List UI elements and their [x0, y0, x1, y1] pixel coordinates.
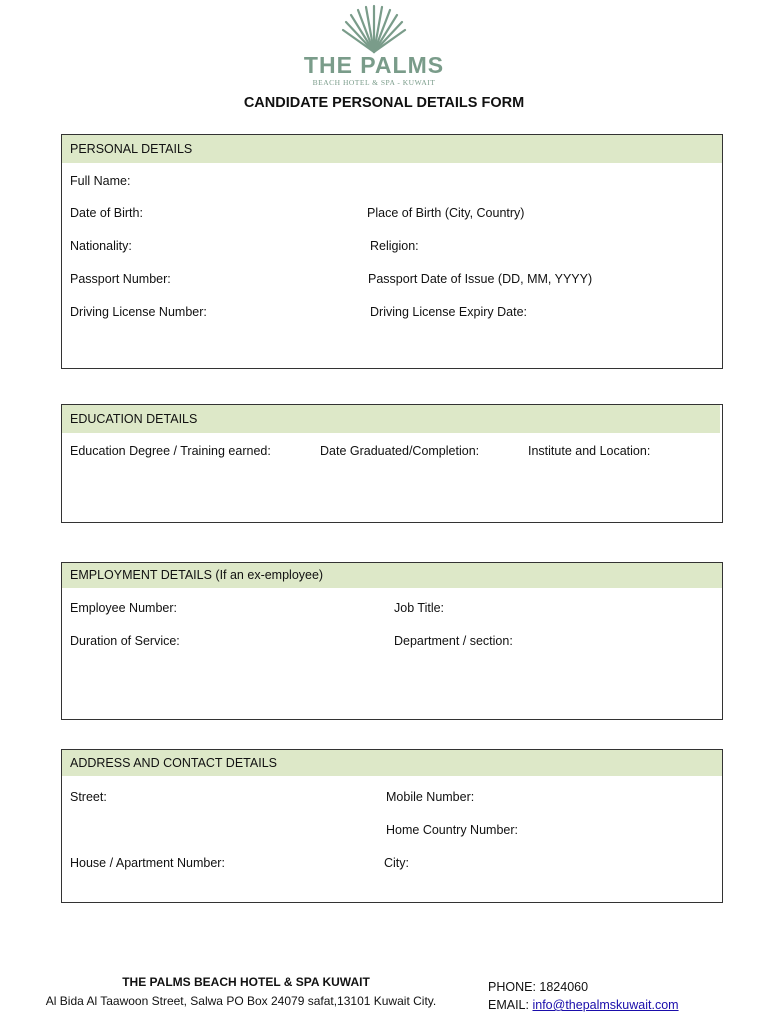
education-degree-label: Education Degree / Training earned: — [70, 444, 271, 458]
street-label: Street: — [70, 790, 107, 804]
home-country-number-label: Home Country Number: — [386, 823, 518, 837]
education-details-header: EDUCATION DETAILS — [62, 405, 720, 433]
mobile-number-label: Mobile Number: — [386, 790, 475, 804]
footer-address: Al Bida Al Taawoon Street, Salwa PO Box 24079 safat,13101 Kuwait City. — [45, 994, 437, 1008]
employment-details-section — [61, 562, 723, 720]
logo-subtitle: BEACH HOTEL & SPA - KUWAIT — [312, 78, 436, 87]
logo-title: THE PALMS — [303, 52, 445, 78]
institute-location-label: Institute and Location: — [528, 444, 651, 458]
address-contact-section — [61, 749, 723, 903]
form-title: CANDIDATE PERSONAL DETAILS FORM — [243, 95, 525, 111]
date-graduated-label: Date Graduated/Completion: — [320, 444, 480, 458]
place-of-birth-label: Place of Birth (City, Country) — [367, 206, 525, 220]
passport-number-label: Passport Number: — [70, 272, 171, 286]
footer-email — [488, 998, 679, 1012]
house-apartment-label: House / Apartment Number: — [70, 856, 225, 870]
city-label: City: — [384, 856, 409, 870]
footer-email-label: EMAIL: — [488, 998, 529, 1012]
personal-details-header: PERSONAL DETAILS — [62, 135, 722, 163]
license-expiry-label: Driving License Expiry Date: — [370, 305, 528, 319]
employee-number-label: Employee Number: — [70, 601, 177, 615]
address-contact-header: ADDRESS AND CONTACT DETAILS — [62, 750, 722, 776]
palm-leaf-icon — [340, 2, 408, 54]
passport-issue-date-label: Passport Date of Issue (DD, MM, YYYY) — [368, 272, 593, 286]
date-of-birth-label: Date of Birth: — [70, 206, 143, 220]
personal-details-section — [61, 134, 723, 369]
religion-label: Religion: — [370, 239, 419, 253]
employment-details-header: EMPLOYMENT DETAILS (If an ex-employee) — [62, 563, 722, 588]
footer-email-link[interactable]: info@thepalmskuwait.com — [532, 998, 679, 1012]
nationality-label: Nationality: — [70, 239, 132, 253]
department-section-label: Department / section: — [394, 634, 513, 648]
job-title-label: Job Title: — [394, 601, 445, 615]
duration-of-service-label: Duration of Service: — [70, 634, 180, 648]
full-name-label: Full Name: — [70, 174, 131, 188]
license-number-label: Driving License Number: — [70, 305, 207, 319]
education-details-section — [61, 404, 723, 523]
footer-company-name: THE PALMS BEACH HOTEL & SPA KUWAIT — [122, 975, 370, 989]
hotel-logo — [0, 0, 768, 92]
footer-phone: PHONE: 1824060 — [488, 980, 589, 994]
